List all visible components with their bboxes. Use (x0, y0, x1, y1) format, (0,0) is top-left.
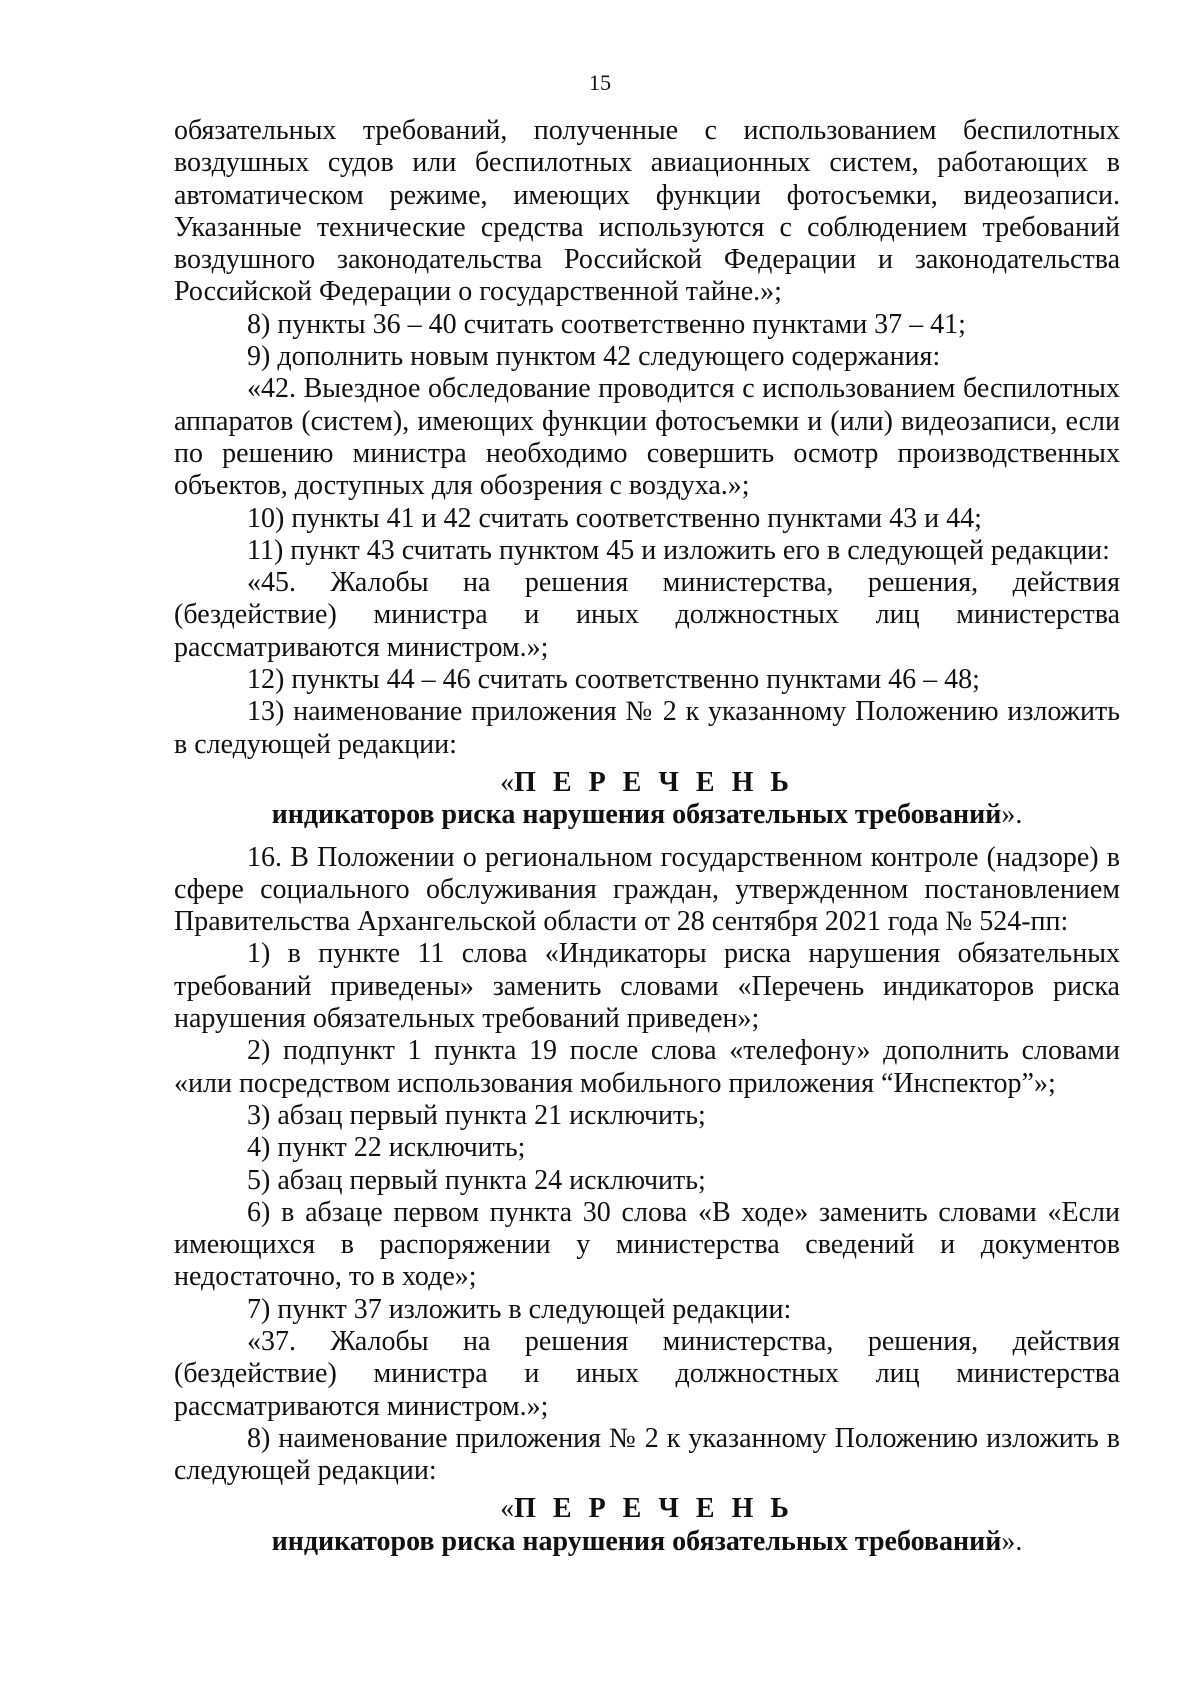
paragraph-item-9: 9) дополнить новым пунктом 42 следующего содержания: (247, 341, 941, 373)
heading-subtitle: индикаторов риска нарушения обязательных требований (271, 1525, 1002, 1557)
section-heading-list-1 (174, 767, 1120, 832)
heading-title-line (174, 1493, 1120, 1525)
document-body (174, 115, 1120, 1558)
heading-open-quote: « (500, 1493, 515, 1525)
heading-title: П Е Р Е Ч Е Н Ь (514, 1493, 794, 1525)
heading-title-line (174, 767, 1120, 799)
heading-subtitle-line (174, 799, 1120, 831)
paragraph-item-11: 11) пункт 43 считать пунктом 45 и изложить его в следующей редакции: (247, 534, 1110, 566)
heading-open-quote: « (500, 766, 515, 798)
paragraph-item-12: 12) пункты 44 – 46 считать соответственно пунктами 46 – 48; (247, 664, 980, 696)
heading-title: П Е Р Е Ч Е Н Ь (514, 766, 794, 798)
paragraph-section-16: 16. В Положении о региональном государственном контроле (надзоре) в сфере социального обслуживания граждан, утвержденном постановлением Правительства Архангельской области от 28 сентября 2021 года № 524-пп: (174, 841, 1120, 938)
paragraph-quote-42: «42. Выездное обследование проводится с использованием беспилотных аппаратов (систем), имеющих функции фотосъемки и (или) видеозаписи, если по решению министра необходимо совершить осмотр производственных объектов, доступных для обозрения с воздуха.»; (174, 373, 1120, 502)
heading-close-quote: ». (1001, 1525, 1023, 1557)
paragraph-item-13: 13) наименование приложения № 2 к указанному Положению изложить в следующей редакции: (174, 696, 1120, 760)
heading-subtitle: индикаторов риска нарушения обязательных требований (271, 799, 1002, 831)
paragraph-sub-4: 4) пункт 22 исключить; (247, 1132, 526, 1164)
paragraph-item-10: 10) пункты 41 и 42 считать соответственно пунктами 43 и 44; (247, 502, 982, 534)
paragraph-sub-6: 6) в абзаце первом пункта 30 слова «В ходе» заменить словами «Если имеющихся в распоряжении у министерства сведений и документов недостаточно, то в ходе»; (174, 1196, 1120, 1293)
paragraph-item-8: 8) пункты 36 – 40 считать соответственно пунктами 37 – 41; (247, 308, 966, 340)
paragraph-sub-3: 3) абзац первый пункта 21 исключить; (247, 1099, 706, 1131)
heading-subtitle-line (174, 1526, 1120, 1558)
paragraph-continuation: обязательных требований, полученные с использованием беспилотных воздушных судов или беспилотных авиационных систем, работающих в автоматическом режиме, имеющих функции фотосъемки, видеозаписи. Указанные технические средства используются с соблюдением требований воздушного законодательства Российской Федерации и законодательства Российской Федерации о государственной тайне.»; (174, 115, 1120, 308)
paragraph-sub-7: 7) пункт 37 изложить в следующей редакции: (247, 1293, 792, 1325)
heading-close-quote: ». (1001, 799, 1023, 831)
section-heading-list-2 (174, 1493, 1120, 1558)
page-number: 15 (589, 70, 611, 95)
paragraph-sub-2: 2) подпункт 1 пункта 19 после слова «телефону» дополнить словами «или посредством использования мобильного приложения “Инспектор”»; (174, 1035, 1120, 1099)
paragraph-quote-37: «37. Жалобы на решения министерства, решения, действия (бездействие) министра и иных должностных лиц министерства рассматриваются министром.»; (174, 1325, 1120, 1422)
paragraph-sub-1: 1) в пункте 11 слова «Индикаторы риска нарушения обязательных требований приведены» заменить словами «Перечень индикаторов риска нарушения обязательных требований приведен»; (174, 938, 1120, 1035)
paragraph-sub-8: 8) наименование приложения № 2 к указанному Положению изложить в следующей редакции: (174, 1422, 1120, 1487)
paragraph-sub-5: 5) абзац первый пункта 24 исключить; (247, 1164, 706, 1196)
paragraph-quote-45: «45. Жалобы на решения министерства, решения, действия (бездействие) министра и иных должностных лиц министерства рассматриваются министром.»; (174, 567, 1120, 663)
